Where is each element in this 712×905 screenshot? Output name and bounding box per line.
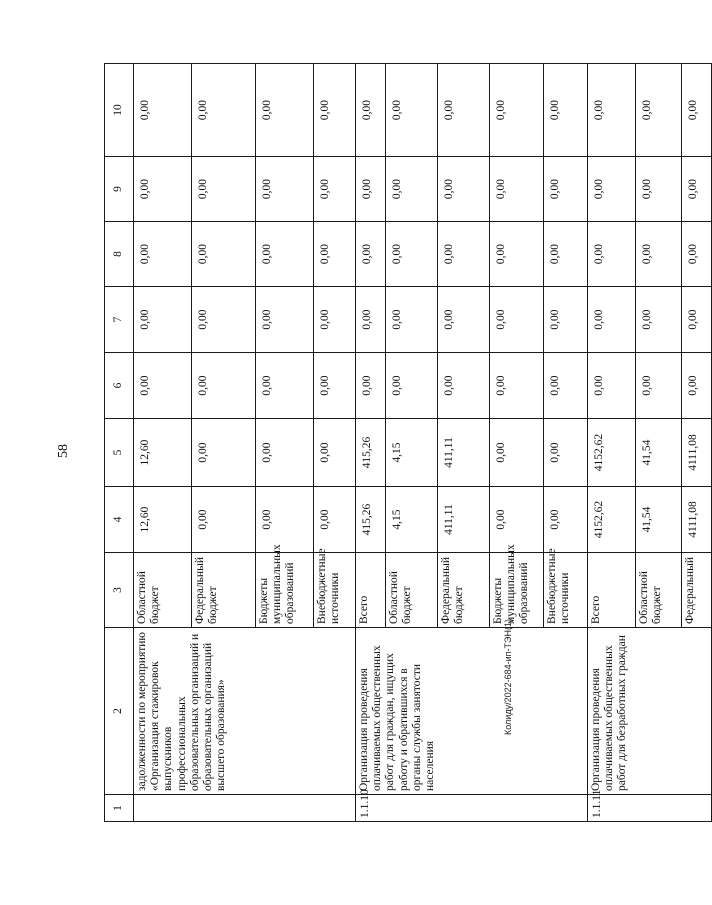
amount-cell: 0,00: [192, 157, 256, 222]
item-code-cell: [134, 795, 356, 822]
amount-cell: 0,00: [682, 64, 712, 157]
column-header: 8: [105, 222, 134, 287]
amount-cell: 0,00: [544, 353, 588, 419]
amount-cell: 0,00: [356, 64, 386, 157]
funding-source-cell: Всего: [356, 553, 386, 628]
amount-cell: 0,00: [314, 353, 356, 419]
column-number-row: [105, 64, 134, 822]
column-header: 7: [105, 287, 134, 353]
amount-cell: 4111,08: [682, 487, 712, 553]
item-name-cell: задолженности по мероприятию «Организация стажировок выпускников профессиональных образовательных организаций и образовательных организаций высшего образования»: [134, 628, 356, 795]
amount-cell: 4,15: [386, 487, 438, 553]
amount-cell: 0,00: [588, 222, 636, 287]
amount-cell: 0,00: [636, 64, 682, 157]
amount-cell: 41,54: [636, 419, 682, 487]
amount-cell: 0,00: [438, 157, 490, 222]
table-row: [356, 64, 386, 822]
amount-cell: 0,00: [314, 157, 356, 222]
amount-cell: 0,00: [314, 419, 356, 487]
amount-cell: 0,00: [438, 287, 490, 353]
column-header: 10: [105, 64, 134, 157]
amount-cell: 0,00: [256, 157, 314, 222]
amount-cell: 0,00: [256, 287, 314, 353]
amount-cell: 0,00: [682, 353, 712, 419]
amount-cell: 0,00: [314, 287, 356, 353]
amount-cell: 0,00: [314, 64, 356, 157]
budget-table-container: [104, 64, 699, 822]
amount-cell: 0,00: [356, 353, 386, 419]
amount-cell: 0,00: [256, 419, 314, 487]
amount-cell: 0,00: [490, 64, 544, 157]
amount-cell: 0,00: [636, 222, 682, 287]
table-row: [134, 64, 192, 822]
amount-cell: 0,00: [192, 487, 256, 553]
funding-source-cell: Федеральный: [682, 553, 712, 628]
amount-cell: 0,00: [588, 157, 636, 222]
amount-cell: 0,00: [134, 64, 192, 157]
amount-cell: 0,00: [544, 157, 588, 222]
amount-cell: 4111,08: [682, 419, 712, 487]
funding-source-cell: Федеральный бюджет: [192, 553, 256, 628]
amount-cell: 0,00: [134, 353, 192, 419]
column-header: 4: [105, 487, 134, 553]
amount-cell: 0,00: [588, 64, 636, 157]
column-header: 3: [105, 553, 134, 628]
amount-cell: 0,00: [256, 353, 314, 419]
funding-source-cell: Бюджеты муниципальных образований: [490, 553, 544, 628]
amount-cell: 0,00: [134, 287, 192, 353]
amount-cell: 0,00: [356, 157, 386, 222]
amount-cell: 0,00: [134, 157, 192, 222]
amount-cell: 0,00: [386, 64, 438, 157]
amount-cell: 0,00: [386, 157, 438, 222]
amount-cell: 411,11: [438, 419, 490, 487]
amount-cell: 4152,62: [588, 487, 636, 553]
amount-cell: 0,00: [438, 353, 490, 419]
amount-cell: 0,00: [682, 222, 712, 287]
column-header: 9: [105, 157, 134, 222]
amount-cell: 0,00: [636, 287, 682, 353]
funding-source-cell: Федеральный бюджет: [438, 553, 490, 628]
funding-source-cell: Всего: [588, 553, 636, 628]
column-header: 2: [105, 628, 134, 795]
amount-cell: 0,00: [356, 287, 386, 353]
budget-table: [104, 63, 712, 822]
amount-cell: 0,00: [256, 222, 314, 287]
amount-cell: 0,00: [588, 353, 636, 419]
amount-cell: 12,60: [134, 419, 192, 487]
funding-source-cell: Бюджеты муниципальных образований: [256, 553, 314, 628]
amount-cell: 0,00: [438, 64, 490, 157]
column-header: 6: [105, 353, 134, 419]
table-body: [105, 64, 712, 822]
page-number: 58: [56, 444, 71, 458]
amount-cell: 0,00: [386, 222, 438, 287]
item-code-cell: 1.1.10: [356, 795, 588, 822]
amount-cell: 0,00: [636, 157, 682, 222]
amount-cell: 0,00: [356, 222, 386, 287]
funding-source-cell: Областной бюджет: [134, 553, 192, 628]
amount-cell: 0,00: [192, 353, 256, 419]
funding-source-cell: Внебюджетные источники: [544, 553, 588, 628]
amount-cell: 0,00: [544, 64, 588, 157]
amount-cell: 4,15: [386, 419, 438, 487]
amount-cell: 0,00: [682, 157, 712, 222]
amount-cell: 0,00: [192, 64, 256, 157]
table-row: [588, 64, 636, 822]
amount-cell: 0,00: [636, 353, 682, 419]
amount-cell: 0,00: [544, 287, 588, 353]
item-name-cell: Организация проведения оплачиваемых общественных работ для граждан, ищущих работу и обратившихся в органы службы занятости населения: [356, 628, 588, 795]
column-header: 5: [105, 419, 134, 487]
amount-cell: 0,00: [490, 419, 544, 487]
amount-cell: 0,00: [544, 222, 588, 287]
amount-cell: 0,00: [314, 487, 356, 553]
funding-source-cell: Областной бюджет: [636, 553, 682, 628]
amount-cell: 0,00: [386, 287, 438, 353]
amount-cell: 0,00: [490, 487, 544, 553]
amount-cell: 0,00: [544, 419, 588, 487]
column-header: 1: [105, 795, 134, 822]
amount-cell: 0,00: [192, 222, 256, 287]
funding-source-cell: Областной бюджет: [386, 553, 438, 628]
amount-cell: 415,26: [356, 487, 386, 553]
amount-cell: 0,00: [490, 222, 544, 287]
item-name-cell: Организация проведения оплачиваемых общественных работ для безработных граждан: [588, 628, 712, 795]
amount-cell: 0,00: [490, 157, 544, 222]
amount-cell: 0,00: [490, 353, 544, 419]
document-code: Колиду/2022-684-ип-ТЭН(1): [503, 619, 513, 735]
amount-cell: 415,26: [356, 419, 386, 487]
amount-cell: 0,00: [588, 287, 636, 353]
amount-cell: 0,00: [256, 64, 314, 157]
amount-cell: 0,00: [134, 222, 192, 287]
amount-cell: 411,11: [438, 487, 490, 553]
amount-cell: 0,00: [192, 419, 256, 487]
amount-cell: 0,00: [256, 487, 314, 553]
funding-source-cell: Внебюджетные источники: [314, 553, 356, 628]
amount-cell: 0,00: [192, 287, 256, 353]
amount-cell: 0,00: [386, 353, 438, 419]
amount-cell: 4152,62: [588, 419, 636, 487]
amount-cell: 0,00: [490, 287, 544, 353]
amount-cell: 0,00: [314, 222, 356, 287]
amount-cell: 0,00: [438, 222, 490, 287]
amount-cell: 41,54: [636, 487, 682, 553]
amount-cell: 12,60: [134, 487, 192, 553]
amount-cell: 0,00: [544, 487, 588, 553]
amount-cell: 0,00: [682, 287, 712, 353]
item-code-cell: 1.1.11: [588, 795, 712, 822]
